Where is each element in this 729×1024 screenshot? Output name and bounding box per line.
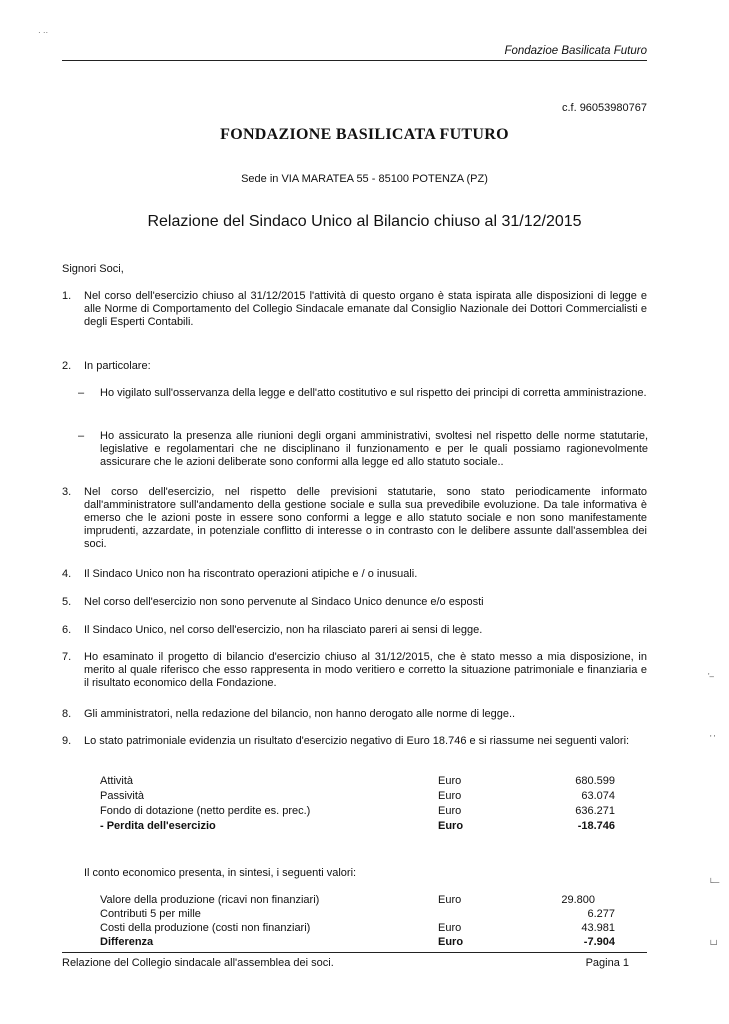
item-text: Nel corso dell'esercizio chiuso al 31/12/2015 l'attività di questo organo è stata ispirata alle disposizioni di legge e alle Norme di Comportamento del Collegio Sindacale emanate dal Consiglio Nazionale dei Dottori Commercialisti e degli Esperti Contabili. (84, 290, 647, 328)
list-item-6 (62, 624, 647, 637)
row-currency: Euro (438, 775, 462, 787)
item-text: Ho esaminato il progetto di bilancio d'esercizio chiuso al 31/12/2015, che è stato messo a mia disposizione, in merito al quale riferisco che esso rappresenta in modo veritiero e corretto la situazione patrimoniale e finanziaria e il risultato economico della Fondazione. (84, 651, 647, 689)
row-value: -18.746 (577, 820, 615, 832)
income-statement-intro: Il conto economico presenta, in sintesi, i seguenti valori: (84, 867, 357, 879)
document-title: Relazione del Sindaco Unico al Bilancio chiuso al 31/12/2015 (147, 213, 582, 230)
footer-text: Relazione del Collegio sindacale all'assemblea dei soci. (62, 957, 334, 969)
row-label: Costi della produzione (costi non finanziari) (100, 922, 311, 934)
row-currency: Euro (438, 805, 462, 817)
item-number: 4. (62, 568, 72, 580)
header-divider (62, 60, 647, 61)
running-header: Fondazioe Basilicata Futuro (504, 45, 647, 57)
item-number: 5. (62, 596, 72, 608)
row-currency: Euro (438, 790, 462, 802)
row-value: 29.800 (561, 894, 595, 906)
list-item-9 (62, 735, 647, 748)
row-currency: Euro (438, 922, 462, 934)
list-item-1 (62, 290, 647, 329)
sub-item-2 (78, 430, 648, 469)
row-label: Valore della produzione (ricavi non finanziari) (100, 894, 320, 906)
dash-bullet: – (78, 387, 85, 399)
row-value: 680.599 (575, 775, 615, 787)
sub-item-1 (78, 387, 648, 400)
item-number: 1. (62, 290, 72, 302)
item-text: Lo stato patrimoniale evidenzia un risultato d'esercizio negativo di Euro 18.746 e si riassume nei seguenti valori: (84, 735, 630, 747)
row-value: 636.271 (575, 805, 615, 817)
organization-name: FONDAZIONE BASILICATA FUTURO (220, 126, 509, 143)
row-label: - Perdita dell'esercizio (100, 820, 216, 832)
footer-divider (62, 952, 647, 953)
sub-item-text: Ho vigilato sull'osservanza della legge e dell'atto costitutivo e sul rispetto dei principi di corretta amministrazione. (100, 387, 647, 399)
row-value: 43.981 (581, 922, 615, 934)
scan-mark: ' ' (710, 734, 716, 743)
list-item-3 (62, 486, 647, 551)
item-text: Nel corso dell'esercizio non sono pervenute al Sindaco Unico denunce e/o esposti (84, 596, 484, 608)
item-number: 9. (62, 735, 72, 747)
scan-mark: · ·· (38, 28, 49, 37)
item-text: Nel corso dell'esercizio, nel rispetto delle previsioni statutarie, sono stato periodicamente informato dall'amministratore sull'andamento della gestione sociale e sulla sua prevedibile evoluzione. Da tale informativa è emerso che le azioni poste in essere sono conformi a legge e allo statuto sociale e non sono manifestamente imprudenti, azzardate, in potenziale conflitto di interesse o in contrasto con le delibere assunte dall'assemblea dei soci. (84, 486, 647, 550)
item-text: Il Sindaco Unico, nel corso dell'esercizio, non ha rilasciato pareri ai sensi di legge. (84, 624, 483, 636)
row-value: -7.904 (583, 936, 615, 948)
scan-mark: └┘ (708, 940, 720, 949)
row-label: Differenza (100, 936, 154, 948)
list-item-7 (62, 651, 647, 690)
list-item-5 (62, 596, 647, 609)
list-item-4 (62, 568, 647, 581)
sub-item-text: Ho assicurato la presenza alle riunioni degli organi amministrativi, svoltesi nel rispetto delle norme statutarie, legislative e regolamentari che ne disciplinano il funzionamento e per le quali possiamo ragionevolmente assicurare che le azioni deliberate sono conformi alla legge ed allo statuto sociale.. (100, 430, 648, 468)
list-item-2 (62, 360, 647, 373)
greeting: Signori Soci, (62, 263, 124, 275)
list-item-8 (62, 708, 647, 721)
organization-address: Sede in VIA MARATEA 55 - 85100 POTENZA (PZ) (241, 173, 488, 185)
item-text: Gli amministratori, nella redazione del bilancio, non hanno derogato alle norme di legge.. (84, 708, 516, 720)
row-currency: Euro (438, 820, 464, 832)
row-currency: Euro (438, 936, 464, 948)
scan-mark: └─ (708, 878, 720, 887)
dash-bullet: – (78, 430, 85, 442)
item-number: 3. (62, 486, 72, 498)
item-number: 6. (62, 624, 72, 636)
item-number: 7. (62, 651, 72, 663)
row-label: Fondo di dotazione (netto perdite es. prec.) (100, 805, 311, 817)
scan-mark: '‒ (708, 672, 714, 681)
item-number: 8. (62, 708, 72, 720)
item-text: In particolare: (84, 360, 151, 372)
row-currency: Euro (438, 894, 462, 906)
fiscal-code: c.f. 96053980767 (561, 102, 647, 114)
row-value: 6.277 (587, 908, 615, 920)
page-number: Pagina 1 (585, 957, 629, 969)
item-number: 2. (62, 360, 72, 372)
item-text: Il Sindaco Unico non ha riscontrato operazioni atipiche e / o inusuali. (84, 568, 418, 580)
row-label: Passività (100, 790, 145, 802)
row-label: Attività (100, 775, 134, 787)
row-label: Contributi 5 per mille (100, 908, 201, 920)
row-value: 63.074 (581, 790, 615, 802)
